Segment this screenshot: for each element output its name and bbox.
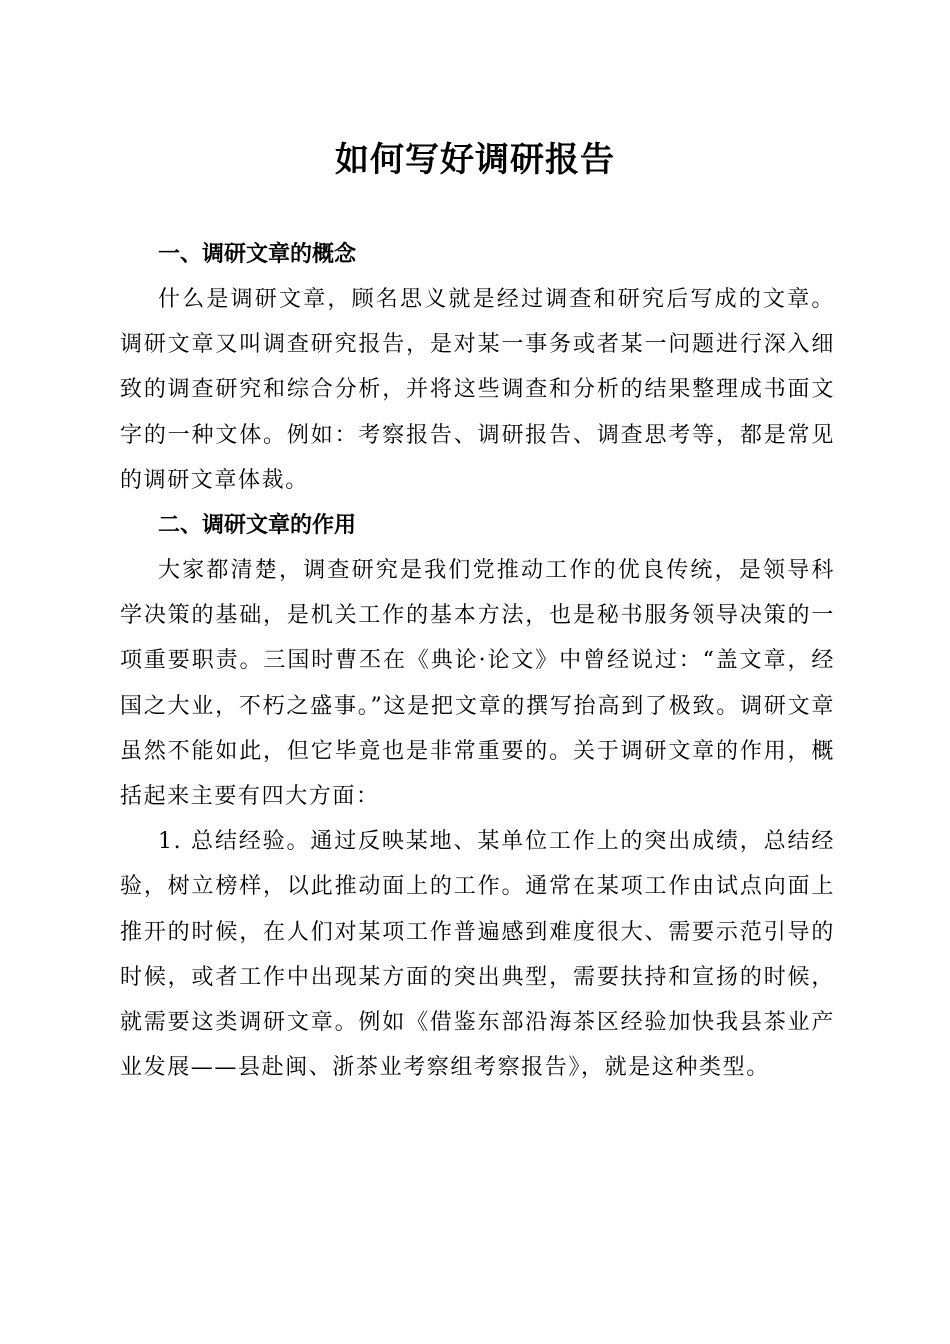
section-heading: 二、调研文章的作用 bbox=[158, 513, 357, 539]
section-heading: 一、调研文章的概念 bbox=[158, 242, 357, 267]
section-concept bbox=[120, 232, 835, 503]
paragraph: 什么是调研文章，顾名思义就是经过调查和研究后写成的文章。调研文章又叫调查研究报告，是对某一事务或者某一问题进行深入细致的调查研究和综合分析，并将这些调查和分析的结果整理成书面文字的一种文体。例如：考察报告、调研报告、调查思考等，都是常见的调研文章体裁。 bbox=[120, 287, 835, 493]
paragraph: 大家都清楚，调查研究是我们党推动工作的优良传统，是领导科学决策的基础，是机关工作的基本方法，也是秘书服务领导决策的一项重要职责。三国时曹丕在《典论·论文》中曾经说过：“盖文章，经国之大业，不朽之盛事。”这是把文章的撰写抬高到了极致。调研文章虽然不能如此，但它毕竟也是非常重要的。关于调研文章的作用，概括起来主要有四大方面： bbox=[120, 558, 835, 810]
paragraph-summarize-experience: 1. 总结经验。通过反映某地、某单位工作上的突出成绩，总结经验，树立榜样，以此推动面上的工作。通常在某项工作由试点向面上推开的时候，在人们对某项工作普遍感到难度很大、需要示范引导的时候，或者工作中出现某方面的突出典型，需要扶持和宣扬的时候，就需要这类调研文章。例如《借鉴东部沿海茶区经验加快我县茶业产业发展——县赴闽、浙茶业考察组考察报告》，就是这种类型。 bbox=[120, 829, 835, 1081]
document-body bbox=[120, 232, 835, 1090]
section-function bbox=[120, 503, 835, 1090]
document-title: 如何写好调研报告 bbox=[335, 140, 615, 180]
